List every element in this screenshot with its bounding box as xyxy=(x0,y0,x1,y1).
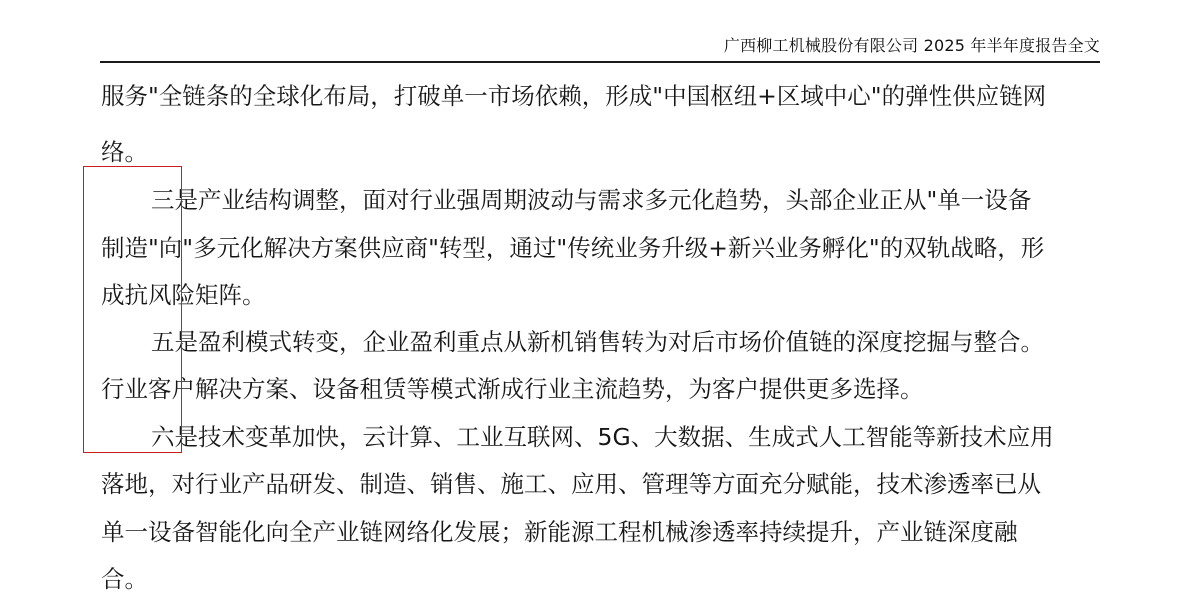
paragraph-1-line-1: 服务"全链条的全球化布局，打破单一市场依赖，形成"中国枢纽+区域中心"的弹性供应链网 xyxy=(101,82,1047,110)
paragraph-2-line-3: 成抗风险矩阵。 xyxy=(101,281,266,309)
header-divider xyxy=(100,61,1100,63)
page-header xyxy=(100,36,1100,56)
paragraph-3-line-2: 行业客户解决方案、设备租赁等模式渐成行业主流趋势，为客户提供更多选择。 xyxy=(101,375,924,403)
paragraph-1-line-2: 络。 xyxy=(101,138,148,166)
paragraph-4-line-3: 单一设备智能化向全产业链网络化发展；新能源工程机械渗透率持续提升，产业链深度融 xyxy=(101,518,1018,546)
paragraph-2-line-2: 制造"向"多元化解决方案供应商"转型，通过"传统业务升级+新兴业务孵化"的双轨战略，形 xyxy=(101,234,1045,262)
paragraph-2-line-1: 三是产业结构调整，面对行业强周期波动与需求多元化趋势，头部企业正从"单一设备 xyxy=(151,186,1032,214)
red-highlight-box xyxy=(83,166,182,453)
report-title: 广西柳工机械股份有限公司 2025 年半年度报告全文 xyxy=(723,36,1100,55)
paragraph-4-line-4: 合。 xyxy=(101,565,148,593)
paragraph-3-line-1: 五是盈利模式转变，企业盈利重点从新机销售转为对后市场价值链的深度挖掘与整合。 xyxy=(151,328,1044,356)
paragraph-4-line-1: 六是技术变革加快，云计算、工业互联网、5G、大数据、生成式人工智能等新技术应用 xyxy=(151,423,1054,451)
paragraph-4-line-2: 落地，对行业产品研发、制造、销售、施工、应用、管理等方面充分赋能，技术渗透率已从 xyxy=(101,470,1041,498)
